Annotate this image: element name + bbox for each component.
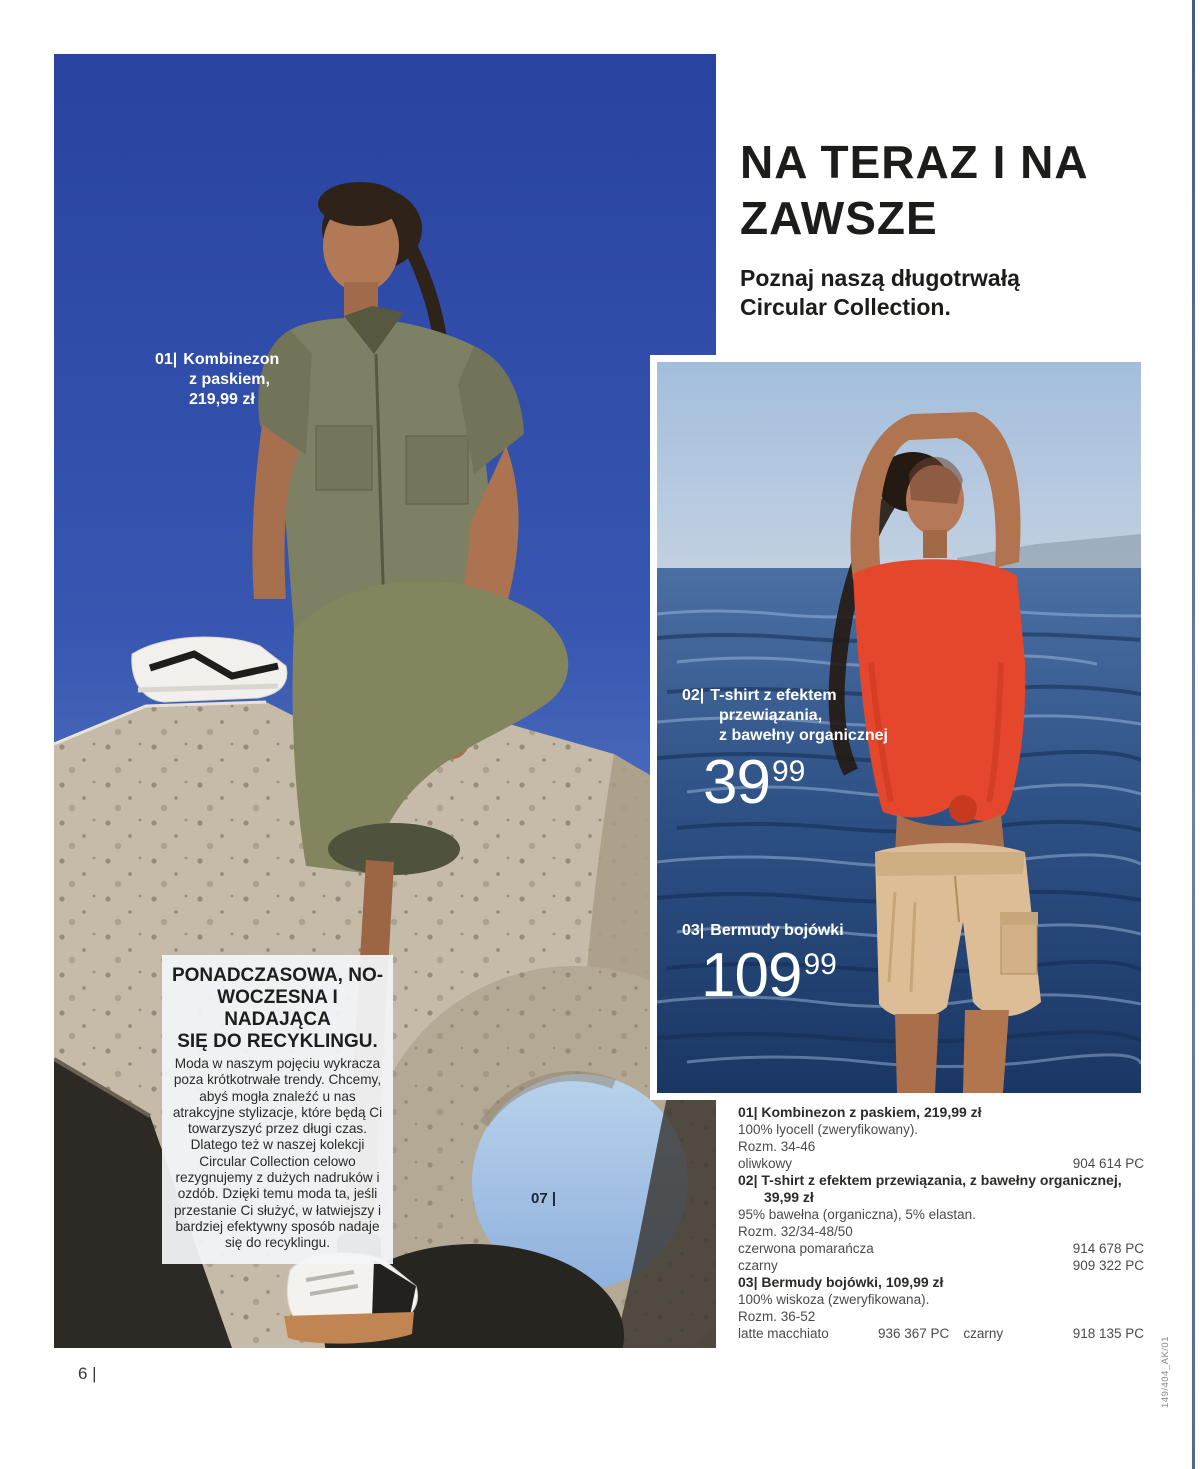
photo-label-02 [682, 686, 888, 817]
info-heading-line2: WOCZESNA I NADAJĄCA [217, 987, 338, 1030]
leg-right [963, 1010, 1009, 1093]
info-body-text: Moda w naszym pojęciu wykracza poza krótkotrwałe trendy. Chcemy, abyś mogła znaleźć u nas atrakcyjne stylizacje, które będą Ci towarzyszyć przez długi czas. Dlatego też w naszej kolekcji Circular Collection celowo rezygnujemy z dużych nadruków i ozdób. Dzięki temu moda ta, jeśli przestanie Ci służyć, w łatwiejszy i bardziej efektywny sposób nadaje się do recyklingu. [172, 1056, 383, 1251]
product-01-name-cont: z paskiem, [189, 371, 270, 388]
page-subtitle-line2: Circular Collection. [740, 294, 951, 320]
recycling-info-box [162, 955, 393, 1264]
product-entry-03 [738, 1274, 1144, 1342]
info-heading-line1: PONADCZASOWA, NO- [171, 965, 384, 986]
photo-left-jumpsuit [54, 54, 716, 1348]
page-edge-line [1192, 0, 1195, 1469]
info-heading-line3: SIĘ DO RECYKLINGU. [177, 1031, 378, 1052]
leg-left [895, 1014, 939, 1093]
pocket-flap [1000, 912, 1038, 925]
tshirt-knot [949, 795, 977, 823]
color-name: oliwkowy [738, 1156, 793, 1171]
chest-pocket-left [316, 426, 372, 490]
product-02-sizes: Rozm. 32/34-48/50 [738, 1224, 853, 1239]
product-02-color-row-1 [738, 1240, 1144, 1257]
product-03-number: 03| [682, 922, 705, 939]
photo-label-01 [155, 350, 279, 410]
product-03-price: $109^{99}$ [701, 941, 837, 1010]
photo-label-03 [682, 921, 844, 1010]
product-03-sizes: Rozm. 36-52 [738, 1309, 816, 1324]
color-code: 909 322 PC [1072, 1258, 1144, 1273]
color-code: 936 367 PC [878, 1326, 950, 1341]
color-code: 918 135 PC [1072, 1326, 1144, 1341]
page-subtitle-line1: Poznaj naszą długotrwałą [740, 265, 1020, 291]
trouser-cuff [328, 823, 460, 875]
product-03-title: 03| Bermudy bojówki, 109,99 zł [738, 1274, 944, 1290]
product-02-name-cont2: z bawełny organicznej [719, 727, 888, 744]
product-03-name: Bermudy bojówki [710, 922, 844, 939]
frame-number-07: 07 | [531, 1190, 557, 1207]
neck [923, 530, 947, 558]
product-entry-02 [738, 1172, 1144, 1274]
product-01-price: 219,99 zł [189, 391, 255, 408]
product-02-material: 95% bawełna (organiczna), 5% elastan. [738, 1207, 976, 1222]
color-name: latte macchiato [738, 1326, 829, 1341]
page-title-line2: ZAWSZE [740, 192, 938, 244]
product-02-name: T-shirt z efektem [710, 687, 837, 704]
product-01-color-row [738, 1155, 1144, 1172]
chest-pocket-right [406, 436, 468, 504]
page-title [740, 134, 1180, 246]
page-number: 6 | [78, 1364, 97, 1383]
product-02-number: 02| [682, 687, 705, 704]
headline-block [740, 134, 1180, 322]
product-01-sizes: Rozm. 34-46 [738, 1139, 816, 1154]
product-details-list [738, 1104, 1144, 1342]
product-02-color-row-2 [738, 1257, 1144, 1274]
product-01-number: 01| [155, 351, 178, 368]
photo-right-sea [650, 355, 1148, 1100]
product-02-title-price: 39,99 zł [764, 1189, 814, 1205]
color-name: czarny [963, 1326, 1004, 1341]
cargo-pocket [1001, 922, 1037, 974]
product-03-material: 100% wiskoza (zweryfikowana). [738, 1292, 930, 1307]
product-03-color-row [738, 1325, 1144, 1342]
waistband [875, 852, 1025, 876]
product-entry-01 [738, 1104, 1144, 1172]
color-name: czerwona pomarańcza [738, 1241, 874, 1256]
product-02-title: 02| T-shirt z efektem przewiązania, z bawełny organicznej, [738, 1172, 1122, 1188]
catalog-side-code: 149/404_AK/01 [1160, 1335, 1171, 1408]
product-02-price: $39^{99}$ [703, 748, 806, 817]
product-01-name: Kombinezon [183, 351, 280, 368]
page-subtitle [740, 264, 1180, 322]
color-code: 914 678 PC [1072, 1241, 1144, 1256]
product-02-name-cont1: przewiązania, [719, 707, 823, 724]
product-01-title: 01| Kombinezon z paskiem, 219,99 zł [738, 1104, 982, 1120]
color-name: czarny [738, 1258, 778, 1273]
page-title-line1: NA TERAZ I NA [740, 136, 1089, 188]
product-01-material: 100% lyocell (zweryfikowany). [738, 1122, 919, 1137]
color-code: 904 614 PC [1072, 1156, 1144, 1171]
